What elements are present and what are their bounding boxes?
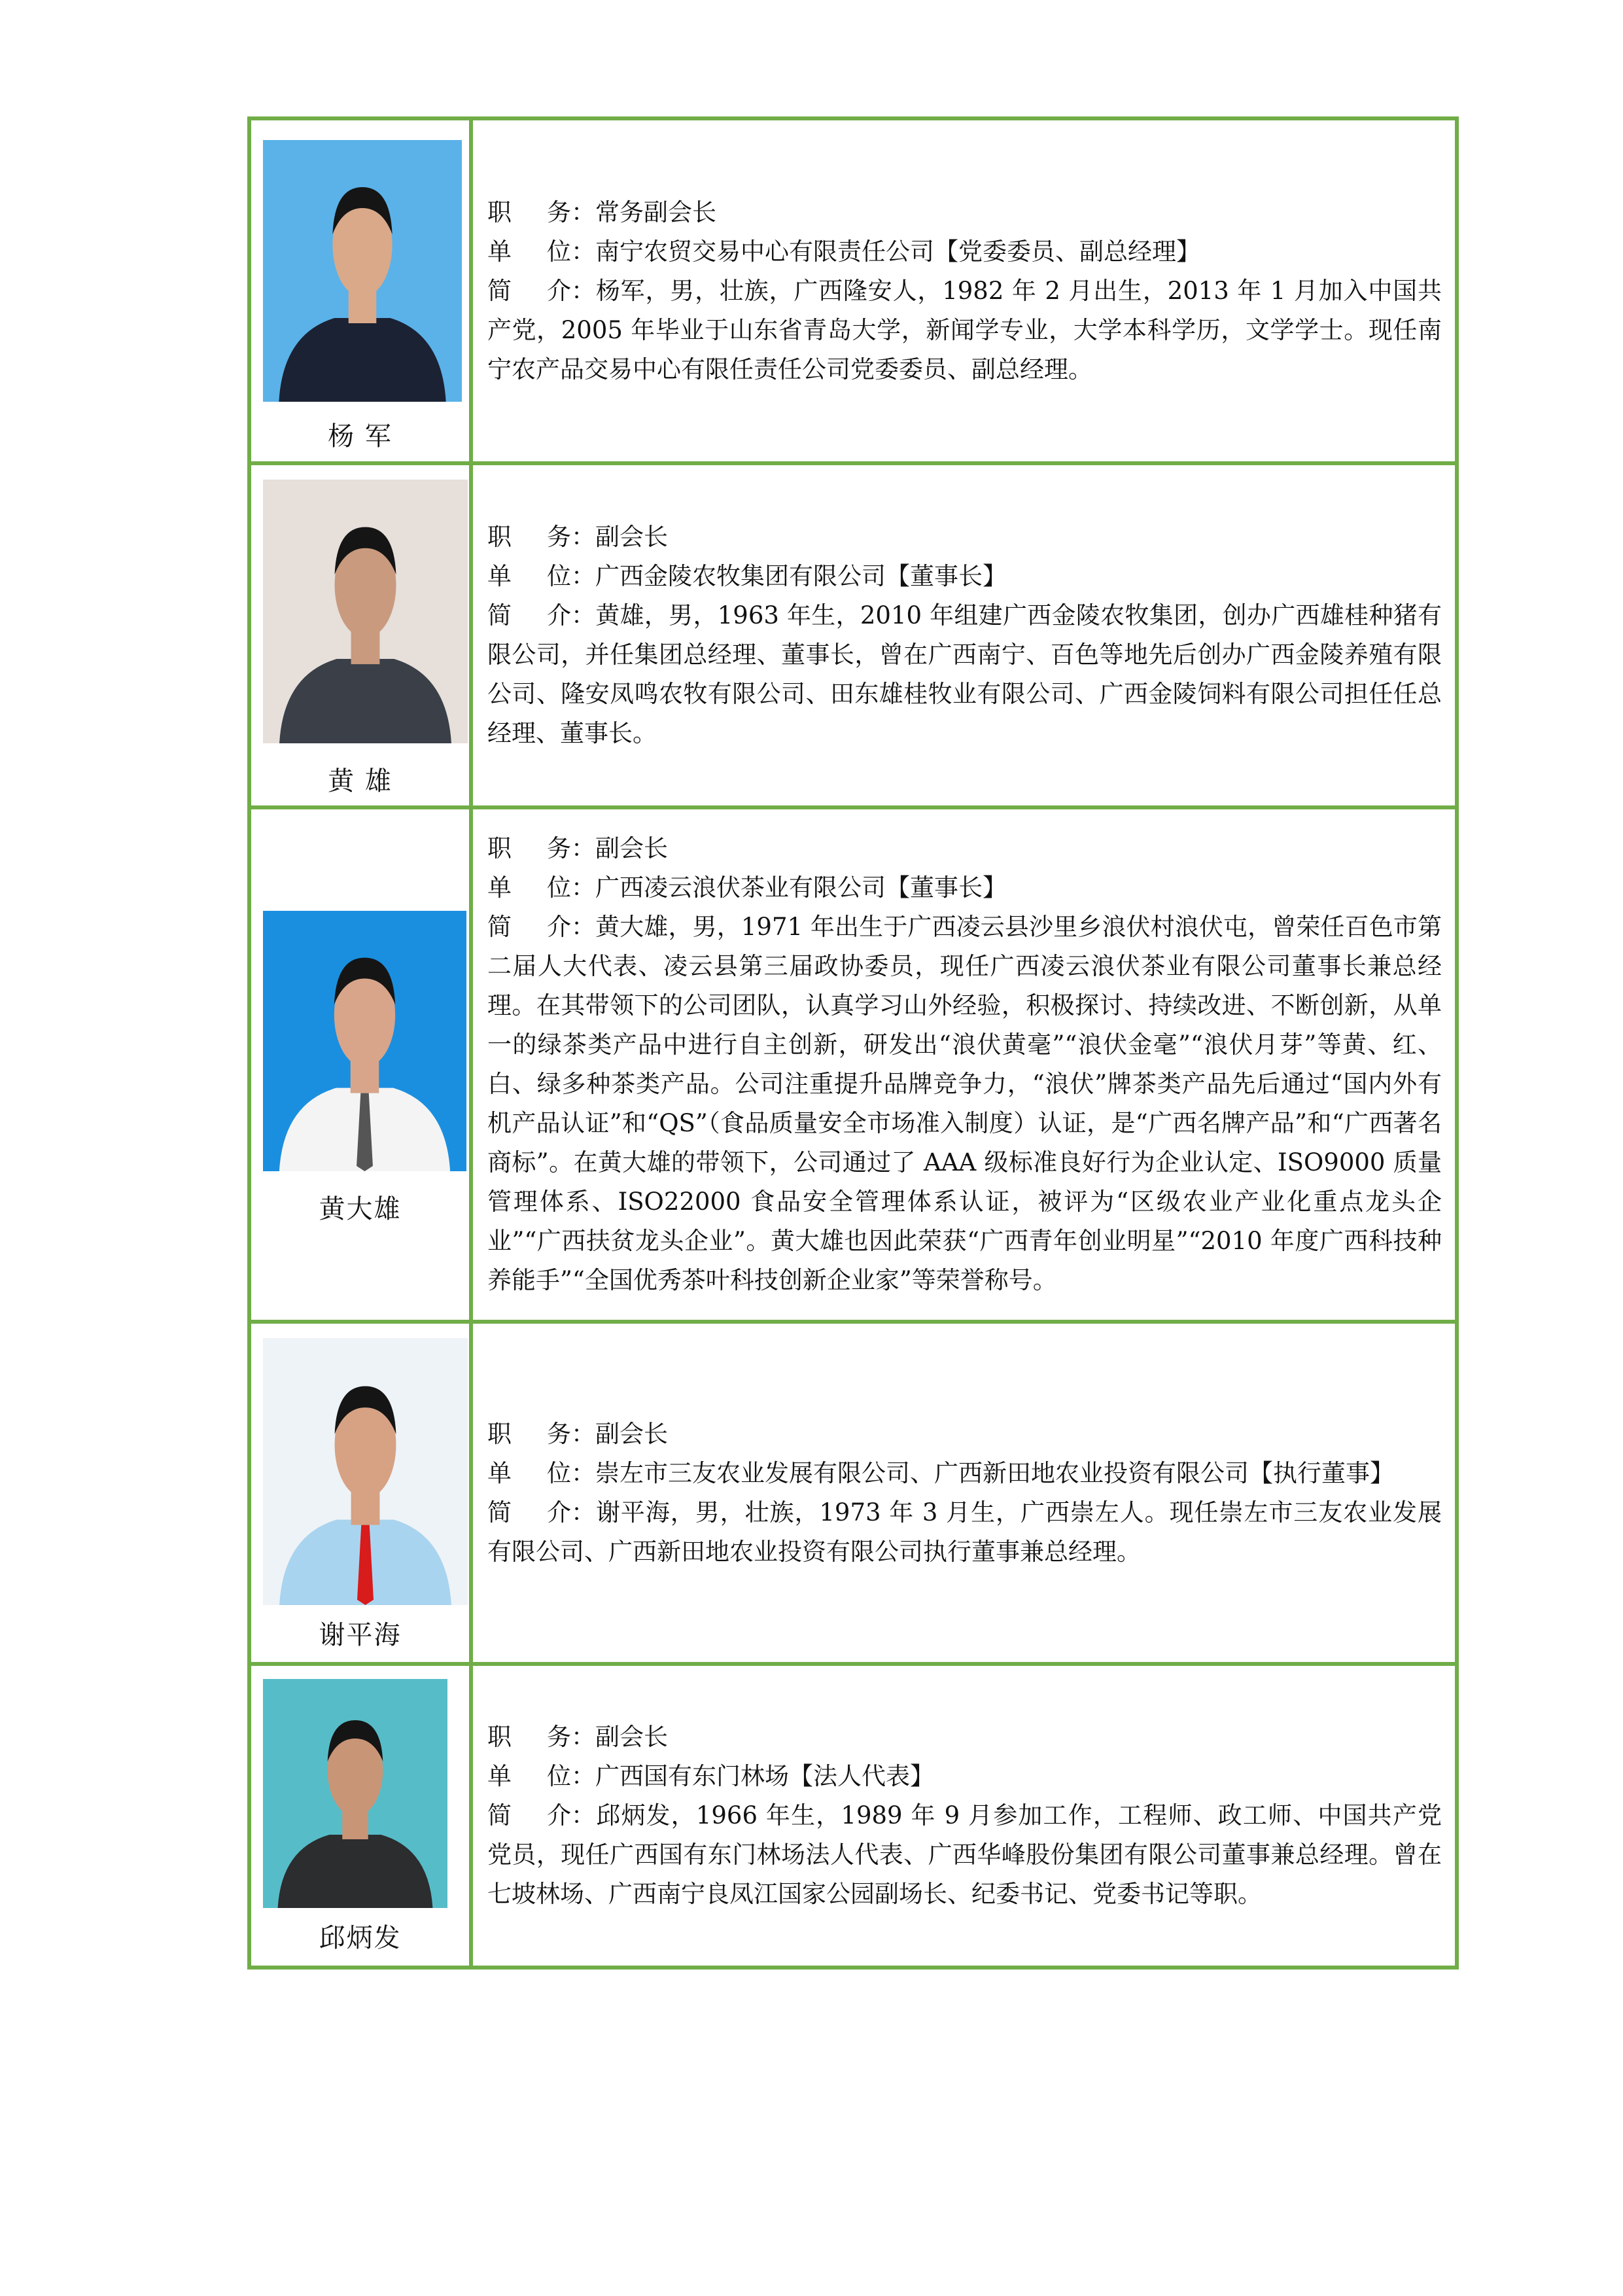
unit-label-suffix: 位： xyxy=(547,1762,595,1790)
member-row xyxy=(251,465,1455,809)
unit-value: 广西金陵农牧集团有限公司【董事长】 xyxy=(595,562,1007,590)
member-row xyxy=(251,809,1455,1324)
member-name: 黄大雄 xyxy=(319,1194,402,1224)
member-name: 黄 雄 xyxy=(328,766,393,796)
unit-label: 单 xyxy=(487,1458,512,1487)
intro-label-suffix: 介： xyxy=(547,601,595,629)
member-name: 邱炳发 xyxy=(319,1923,402,1953)
member-photo xyxy=(263,140,462,402)
intro-label-suffix: 介： xyxy=(547,913,595,941)
intro-label-suffix: 介： xyxy=(547,1801,595,1829)
unit-value: 南宁农贸交易中心有限责任公司【党委委员、副总经理】 xyxy=(595,237,1200,266)
intro-value: 黄雄，男，1963 年生，2010 年组建广西金陵农牧集团，创办广西雄桂种猪有限公司，并任集团总经理、董事长，曾在广西南宁、百色等地先后创办广西金陵养殖有限公司、隆安凤鸣农牧有限公司、田东雄桂牧业有限公司、广西金陵饲料有限公司担任任总经理、董事长。 xyxy=(487,601,1442,747)
unit-label: 单 xyxy=(487,874,512,902)
member-photo xyxy=(263,1679,447,1908)
photo-cell xyxy=(251,1324,473,1662)
member-info xyxy=(473,1324,1455,1662)
unit-line xyxy=(487,557,1442,596)
duty-value: 副会长 xyxy=(595,523,668,551)
duty-line xyxy=(487,829,1442,868)
member-info xyxy=(473,1666,1455,1966)
member-photo xyxy=(263,480,468,743)
duty-value: 副会长 xyxy=(595,834,668,862)
intro-label: 简 xyxy=(487,1498,512,1527)
photo-cell xyxy=(251,465,473,805)
duty-value: 副会长 xyxy=(595,1419,668,1448)
unit-line xyxy=(487,232,1442,272)
member-photo xyxy=(263,911,466,1171)
intro-label: 简 xyxy=(487,276,512,305)
duty-label-suffix: 务： xyxy=(547,1723,595,1751)
unit-value: 广西凌云浪伏茶业有限公司【董事长】 xyxy=(595,874,1007,902)
unit-label-suffix: 位： xyxy=(547,874,595,902)
unit-label: 单 xyxy=(487,1762,512,1790)
unit-label-suffix: 位： xyxy=(547,1458,595,1487)
intro-line xyxy=(487,908,1442,1300)
intro-line xyxy=(487,596,1442,753)
intro-label: 简 xyxy=(487,1801,512,1829)
unit-value: 崇左市三友农业发展有限公司、广西新田地农业投资有限公司【执行董事】 xyxy=(595,1458,1394,1487)
duty-label: 职 xyxy=(487,1419,512,1448)
duty-label-suffix: 务： xyxy=(547,834,595,862)
unit-line xyxy=(487,868,1442,908)
unit-value: 广西国有东门林场【法人代表】 xyxy=(595,1762,934,1790)
intro-label-suffix: 介： xyxy=(547,1498,595,1527)
member-info xyxy=(473,465,1455,805)
member-info xyxy=(473,120,1455,461)
photo-cell xyxy=(251,120,473,461)
intro-line xyxy=(487,1796,1442,1914)
duty-label-suffix: 务： xyxy=(547,1419,595,1448)
duty-value: 常务副会长 xyxy=(595,198,716,226)
intro-value: 谢平海，男，壮族，1973 年 3 月生，广西崇左人。现任崇左市三友农业发展有限公司、广西新田地农业投资有限公司执行董事兼总经理。 xyxy=(487,1498,1442,1566)
members-table xyxy=(247,116,1459,1969)
duty-line xyxy=(487,518,1442,557)
unit-label: 单 xyxy=(487,237,512,266)
duty-label-suffix: 务： xyxy=(547,198,595,226)
intro-label-suffix: 介： xyxy=(547,276,595,305)
unit-line xyxy=(487,1757,1442,1796)
member-name: 谢平海 xyxy=(319,1620,402,1650)
intro-line xyxy=(487,1493,1442,1572)
duty-label: 职 xyxy=(487,523,512,551)
member-row xyxy=(251,1324,1455,1666)
member-row xyxy=(251,120,1455,465)
intro-line xyxy=(487,272,1442,389)
intro-value: 黄大雄，男，1971 年出生于广西凌云县沙里乡浪伏村浪伏屯，曾荣任百色市第二届人大代表、凌云县第三届政协委员，现任广西凌云浪伏茶业有限公司董事长兼总经理。在其带领下的公司团队，认真学习山外经验，积极探讨、持续改进、不断创新，从单一的绿茶类产品中进行自主创新，研发出“浪伏黄毫”“浪伏金毫”“浪伏月芽”等黄、红、白、绿多种茶类产品。公司注重提升品牌竞争力，“浪伏”牌茶类产品先后通过“国内外有机产品认证”和“QS”（食品质量安全市场准入制度）认证，是“广西名牌产品”和“广西著名商标”。在黄大雄的带领下，公司通过了 AAA 级标准良好行为企业认定、ISO9000 质量管理体系、ISO22000 食品安全管理体系认证，被评为“区级农业产业化重点龙头企业”“广西扶贫龙头企业”。黄大雄也因此荣获“广西青年创业明星”“2010 年度广西科技种养能手”“全国优秀茶叶科技创新企业家”等荣誉称号。 xyxy=(487,913,1442,1294)
unit-label-suffix: 位： xyxy=(547,562,595,590)
member-name: 杨 军 xyxy=(328,421,393,451)
photo-cell xyxy=(251,809,473,1320)
unit-label: 单 xyxy=(487,562,512,590)
duty-line xyxy=(487,193,1442,232)
intro-label: 简 xyxy=(487,601,512,629)
duty-label: 职 xyxy=(487,198,512,226)
member-row xyxy=(251,1666,1455,1966)
member-photo xyxy=(263,1338,468,1605)
unit-line xyxy=(487,1454,1442,1493)
photo-cell xyxy=(251,1666,473,1966)
intro-value: 杨军，男，壮族，广西隆安人，1982 年 2 月出生，2013 年 1 月加入中国共产党，2005 年毕业于山东省青岛大学，新闻学专业，大学本科学历，文学学士。现任南宁农产品交易中心有限任责任公司党委委员、副总经理。 xyxy=(487,276,1442,383)
unit-label-suffix: 位： xyxy=(547,237,595,266)
duty-label: 职 xyxy=(487,1723,512,1751)
member-info xyxy=(473,809,1455,1320)
duty-line xyxy=(487,1718,1442,1757)
intro-value: 邱炳发，1966 年生，1989 年 9 月参加工作，工程师、政工师、中国共产党党员，现任广西国有东门林场法人代表、广西华峰股份集团有限公司董事兼总经理。曾在七坡林场、广西南宁良凤江国家公园副场长、纪委书记、党委书记等职。 xyxy=(487,1801,1442,1908)
duty-label: 职 xyxy=(487,834,512,862)
duty-line xyxy=(487,1415,1442,1454)
intro-label: 简 xyxy=(487,913,512,941)
duty-label-suffix: 务： xyxy=(547,523,595,551)
duty-value: 副会长 xyxy=(595,1723,668,1751)
